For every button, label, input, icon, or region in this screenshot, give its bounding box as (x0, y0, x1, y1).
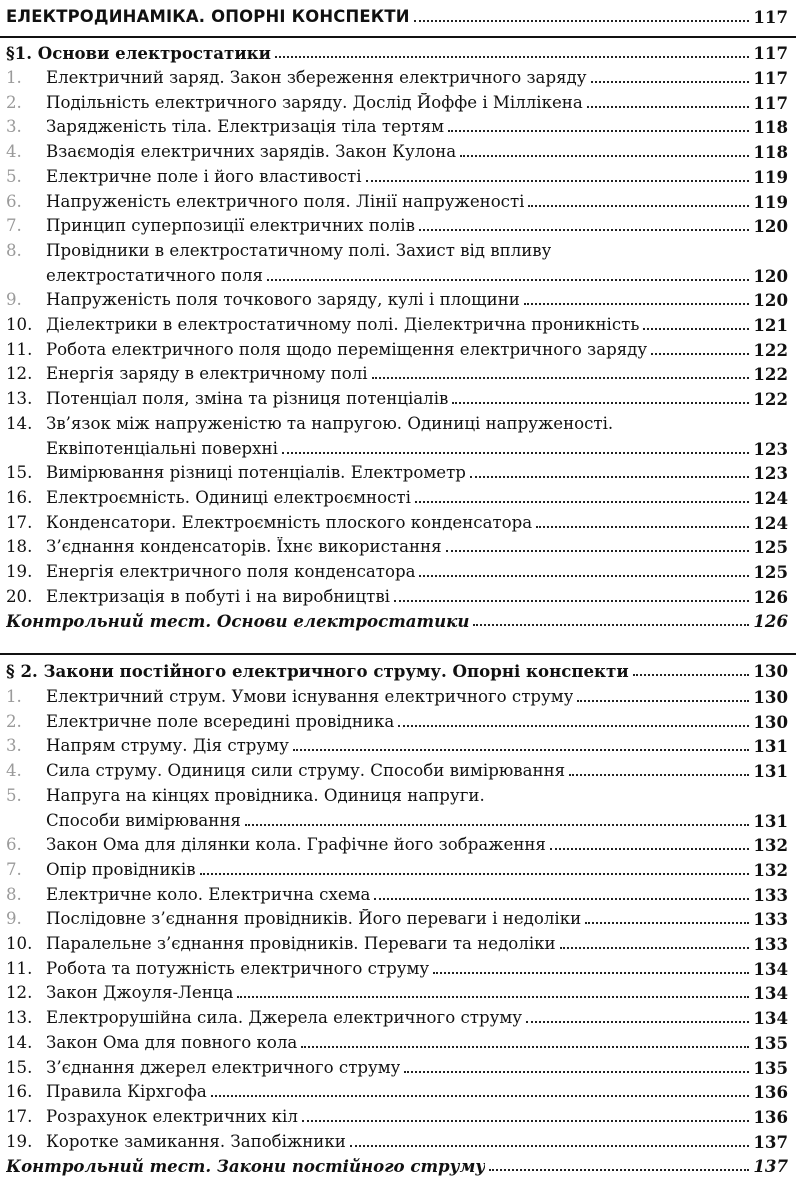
toc-entry[interactable] (6, 513, 788, 533)
toc-entry[interactable] (6, 142, 788, 162)
dot-leader (577, 700, 749, 702)
entry-number: 2. (6, 92, 22, 112)
entry-title: Напруженість поля точкового заряду, кулі і площини (46, 290, 520, 310)
dot-leader (536, 526, 749, 528)
test-entry[interactable] (6, 611, 788, 631)
page-number: 118 (753, 142, 788, 163)
page-number: 117 (753, 43, 788, 63)
dot-leader (275, 56, 749, 58)
entry-number: 2. (6, 711, 22, 731)
dot-leader (237, 996, 749, 998)
toc-entry[interactable] (6, 117, 788, 137)
entry-number: 8. (6, 884, 22, 904)
entry-number: 5. (6, 166, 22, 186)
entry-title: Розрахунок електричних кіл (46, 1106, 298, 1126)
page-number: 136 (753, 1106, 788, 1127)
entry-title: Зарядженість тіла. Електризація тіла тертям (46, 117, 444, 137)
page-number: 134 (753, 983, 788, 1004)
entry-title: Електрорушійна сила. Джерела електричного струму (46, 1008, 523, 1028)
toc-entry[interactable] (6, 537, 788, 557)
page-number: 122 (753, 389, 788, 410)
entry-number: 17. (6, 512, 33, 532)
dot-leader (452, 402, 749, 404)
page-number: 118 (753, 117, 788, 138)
dot-leader (643, 328, 749, 330)
entry-title: Провідники в електростатичному полі. Захист від впливу (46, 240, 552, 260)
entry-title: З’єднання конденсаторів. Їхнє використання (46, 537, 442, 557)
dot-leader (524, 303, 750, 305)
page-number: 125 (753, 562, 788, 582)
entry-number: 11. (6, 339, 33, 359)
dot-leader (404, 1071, 749, 1073)
page-number: 131 (753, 761, 788, 782)
toc-entry[interactable] (6, 192, 788, 212)
toc-entry[interactable] (6, 463, 788, 483)
dot-leader (366, 180, 750, 182)
entry-number: 3. (6, 736, 22, 756)
dot-leader (394, 600, 749, 602)
dot-leader (633, 674, 750, 676)
page-number: 121 (753, 315, 788, 335)
toc-entry-continued[interactable] (6, 439, 788, 459)
dot-leader (448, 130, 749, 132)
dot-leader (372, 377, 750, 379)
dot-leader (350, 1145, 750, 1147)
page-number: 123 (753, 438, 788, 459)
dot-leader (414, 20, 750, 22)
entry-number: 3. (6, 117, 22, 137)
dot-leader (245, 824, 749, 826)
page-number: 137 (753, 1131, 788, 1152)
page-number: 122 (753, 339, 788, 360)
dot-leader (587, 106, 750, 108)
dot-leader (585, 922, 749, 924)
entry-title: Електричне поле всередині провідника (46, 711, 395, 731)
entry-number: 19. (6, 562, 33, 581)
entry-title: Енергія заряду в електричному полі (46, 364, 368, 384)
toc-entry[interactable] (6, 687, 788, 707)
entry-title: Потенціал поля, зміна та різниця потенціалів (46, 389, 449, 409)
toc-entry[interactable] (6, 1058, 788, 1078)
dot-leader (470, 476, 749, 478)
entry-title: Способи вимірювання (46, 810, 241, 830)
top-rule (0, 36, 796, 38)
toc-entry[interactable] (6, 290, 788, 310)
toc-entry[interactable] (6, 786, 788, 806)
entry-number: 19. (6, 1131, 33, 1151)
page-number: 120 (753, 265, 788, 286)
dot-leader (419, 229, 749, 231)
entry-title: Конденсатори. Електроємність плоского конденсатора (46, 512, 533, 532)
entry-number: 13. (6, 389, 33, 409)
entry-number: 6. (6, 835, 22, 855)
entry-title: Закон Ома для повного кола (46, 1032, 298, 1052)
toc-entry[interactable] (6, 983, 788, 1003)
entry-title: Вимірювання різниці потенціалів. Електрометр (46, 463, 466, 483)
toc-entry[interactable] (6, 389, 788, 409)
dot-leader (526, 1021, 749, 1023)
page-number: 119 (753, 166, 788, 187)
dot-leader (651, 353, 749, 355)
section-heading[interactable] (6, 661, 788, 681)
page-number: 130 (753, 661, 788, 681)
entry-title: Взаємодія електричних зарядів. Закон Кулона (46, 142, 457, 162)
toc-entry[interactable] (6, 1008, 788, 1028)
page-number: 122 (753, 364, 788, 385)
entry-title: Електричний струм. Умови існування електричного струму (46, 687, 574, 706)
dot-leader (460, 155, 749, 157)
dot-leader (211, 1095, 750, 1097)
page-number: 120 (753, 290, 788, 311)
page-number: 133 (753, 884, 788, 905)
entry-title: Електризація в побуті і на виробництві (46, 586, 390, 606)
entry-number: 16. (6, 487, 33, 507)
section-heading[interactable] (6, 43, 788, 63)
toc-entry[interactable] (6, 340, 788, 360)
test-entry[interactable] (6, 1156, 788, 1176)
entry-title: Енергія електричного поля конденсатора (46, 562, 416, 581)
page-number: 135 (753, 1032, 788, 1053)
dot-leader (267, 279, 749, 281)
toc-entry[interactable] (6, 761, 788, 781)
dot-leader (282, 452, 749, 454)
toc-entry[interactable] (6, 860, 788, 880)
dot-leader (302, 1120, 749, 1122)
page-number: 117 (753, 7, 788, 27)
entry-title: Електричне поле і його властивості (46, 166, 362, 186)
page-number: 130 (753, 687, 788, 707)
dot-leader (200, 873, 750, 875)
entry-title: Контрольний тест. Основи електростатики (6, 611, 470, 632)
entry-title: Сила струму. Одиниця сили струму. Способи вимірювання (46, 761, 566, 781)
toc-entry-continued[interactable] (6, 811, 788, 831)
dot-leader (550, 848, 749, 850)
entry-number: 18. (6, 537, 33, 557)
entry-number: 1. (6, 68, 22, 87)
page-number: 131 (753, 736, 788, 757)
toc-entry[interactable] (6, 241, 788, 261)
entry-number: 20. (6, 586, 33, 606)
toc-entry[interactable] (6, 934, 788, 954)
entry-title: Напруженість електричного поля. Лінії напруженості (46, 191, 525, 211)
entry-number: 13. (6, 1008, 33, 1028)
entry-number: 15. (6, 1057, 33, 1077)
dot-leader (560, 947, 750, 949)
toc-entry[interactable] (6, 736, 788, 756)
entry-number: 15. (6, 463, 33, 483)
dot-leader (528, 205, 749, 207)
dot-leader (446, 550, 750, 552)
entry-title: Зв’язок між напруженістю та напругою. Одиниці напруженості. (46, 413, 614, 433)
page-number: 126 (753, 586, 788, 607)
toc-entry[interactable] (6, 167, 788, 187)
toc-entry[interactable] (6, 1107, 788, 1127)
entry-title: §1. Основи електростатики (6, 43, 271, 63)
entry-title: Діелектрики в електростатичному полі. Діелектрична проникність (46, 315, 640, 334)
dot-leader (374, 898, 749, 900)
page-number: 135 (753, 1057, 788, 1078)
entry-title: електростатичного поля (46, 265, 263, 285)
page-number: 124 (753, 512, 788, 533)
header-entry[interactable] (6, 7, 788, 27)
dot-leader (433, 972, 749, 974)
entry-title: § 2. Закони постійного електричного струму. Опорні конспекти (6, 661, 629, 681)
toc-entry[interactable] (6, 885, 788, 905)
page-number: 131 (753, 810, 788, 831)
toc-entry[interactable] (6, 587, 788, 607)
entry-title: Робота та потужність електричного струму (46, 958, 430, 978)
entry-number: 12. (6, 364, 33, 384)
page-number: 133 (753, 909, 788, 930)
entry-title: Послідовне з’єднання провідників. Його переваги і недоліки (46, 909, 582, 929)
entry-number: 5. (6, 785, 22, 805)
entry-number: 4. (6, 142, 22, 162)
page-number: 136 (753, 1082, 788, 1103)
page-number: 123 (753, 463, 788, 484)
toc-entry[interactable] (6, 1082, 788, 1102)
entry-number: 14. (6, 1032, 33, 1052)
toc-entry[interactable] (6, 68, 788, 88)
toc-entry[interactable] (6, 93, 788, 113)
entry-title: Електричний заряд. Закон збереження електричного заряду (46, 68, 587, 87)
entry-number: 6. (6, 191, 22, 211)
toc-entry[interactable] (6, 909, 788, 929)
page-number: 117 (753, 92, 788, 113)
toc-entry[interactable] (6, 712, 788, 732)
entry-number: 10. (6, 315, 33, 334)
page-number: 137 (753, 1156, 788, 1177)
entry-title: Правила Кірхгофа (46, 1082, 207, 1102)
entry-number: 9. (6, 290, 22, 310)
entry-title: Закон Ома для ділянки кола. Графічне його зображення (46, 835, 546, 855)
entry-title: Еквіпотенціальні поверхні (46, 438, 278, 458)
dot-leader (569, 774, 749, 776)
toc-entry[interactable] (6, 1132, 788, 1152)
entry-title: Опір провідників (46, 859, 196, 879)
entry-number: 11. (6, 958, 33, 978)
section-divider (0, 653, 796, 655)
toc-entry[interactable] (6, 835, 788, 855)
entry-title: Паралельне з’єднання провідників. Переваги та недоліки (46, 934, 556, 953)
entry-number: 9. (6, 909, 22, 929)
entry-title: Контрольний тест. Закони постійного струму (6, 1156, 486, 1177)
page-number: 125 (753, 537, 788, 558)
toc-entry[interactable] (6, 216, 788, 236)
entry-number: 1. (6, 687, 22, 706)
entry-title: Електричне коло. Електрична схема (46, 884, 371, 904)
entry-number: 10. (6, 934, 33, 953)
dot-leader (489, 1169, 749, 1171)
entry-title: Коротке замикання. Запобіжники (46, 1131, 346, 1151)
entry-title: Принцип суперпозиції електричних полів (46, 216, 415, 236)
page-number: 132 (753, 835, 788, 856)
entry-title: Напрям струму. Дія струму (46, 736, 289, 756)
toc-entry[interactable] (6, 562, 788, 582)
dot-leader (591, 81, 750, 83)
page-number: 130 (753, 711, 788, 732)
entry-number: 12. (6, 983, 33, 1003)
dot-leader (419, 575, 749, 577)
dot-leader (301, 1046, 749, 1048)
entry-number: 17. (6, 1106, 33, 1126)
page-number: 134 (753, 958, 788, 979)
toc-entry[interactable] (6, 414, 788, 434)
dot-leader (415, 501, 749, 503)
entry-title: Робота електричного поля щодо переміщення електричного заряду (46, 339, 648, 359)
entry-title: Напруга на кінцях провідника. Одиниця напруги. (46, 785, 485, 805)
entry-title: Подільність електричного заряду. Дослід Йоффе і Міллікена (46, 92, 583, 112)
dot-leader (473, 624, 749, 626)
page-number: 132 (753, 859, 788, 880)
toc-entry[interactable] (6, 1033, 788, 1053)
page-number: 119 (753, 191, 788, 212)
toc-entry[interactable] (6, 315, 788, 335)
dot-leader (293, 749, 750, 751)
entry-number: 4. (6, 761, 22, 781)
toc-entry[interactable] (6, 959, 788, 979)
entry-number: 16. (6, 1082, 33, 1102)
page-number: 126 (753, 611, 788, 632)
page-number: 124 (753, 487, 788, 508)
entry-title: З’єднання джерел електричного струму (46, 1057, 401, 1077)
entry-title: Електроємність. Одиниці електроємності (46, 487, 411, 507)
entry-number: 7. (6, 859, 22, 879)
toc-entry[interactable] (6, 364, 788, 384)
entry-title: Закон Джоуля-Ленца (46, 983, 234, 1003)
dot-leader (398, 725, 749, 727)
page-number: 134 (753, 1008, 788, 1029)
page-number: 120 (753, 216, 788, 237)
page-number: 117 (753, 68, 788, 88)
entry-number: 14. (6, 413, 33, 433)
toc-entry-continued[interactable] (6, 266, 788, 286)
entry-number: 8. (6, 240, 22, 260)
entry-number: 7. (6, 216, 22, 236)
page-number: 133 (753, 934, 788, 954)
entry-title: ЕЛЕКТРОДИНАМІКА. ОПОРНІ КОНСПЕКТИ (6, 7, 410, 26)
toc-entry[interactable] (6, 488, 788, 508)
